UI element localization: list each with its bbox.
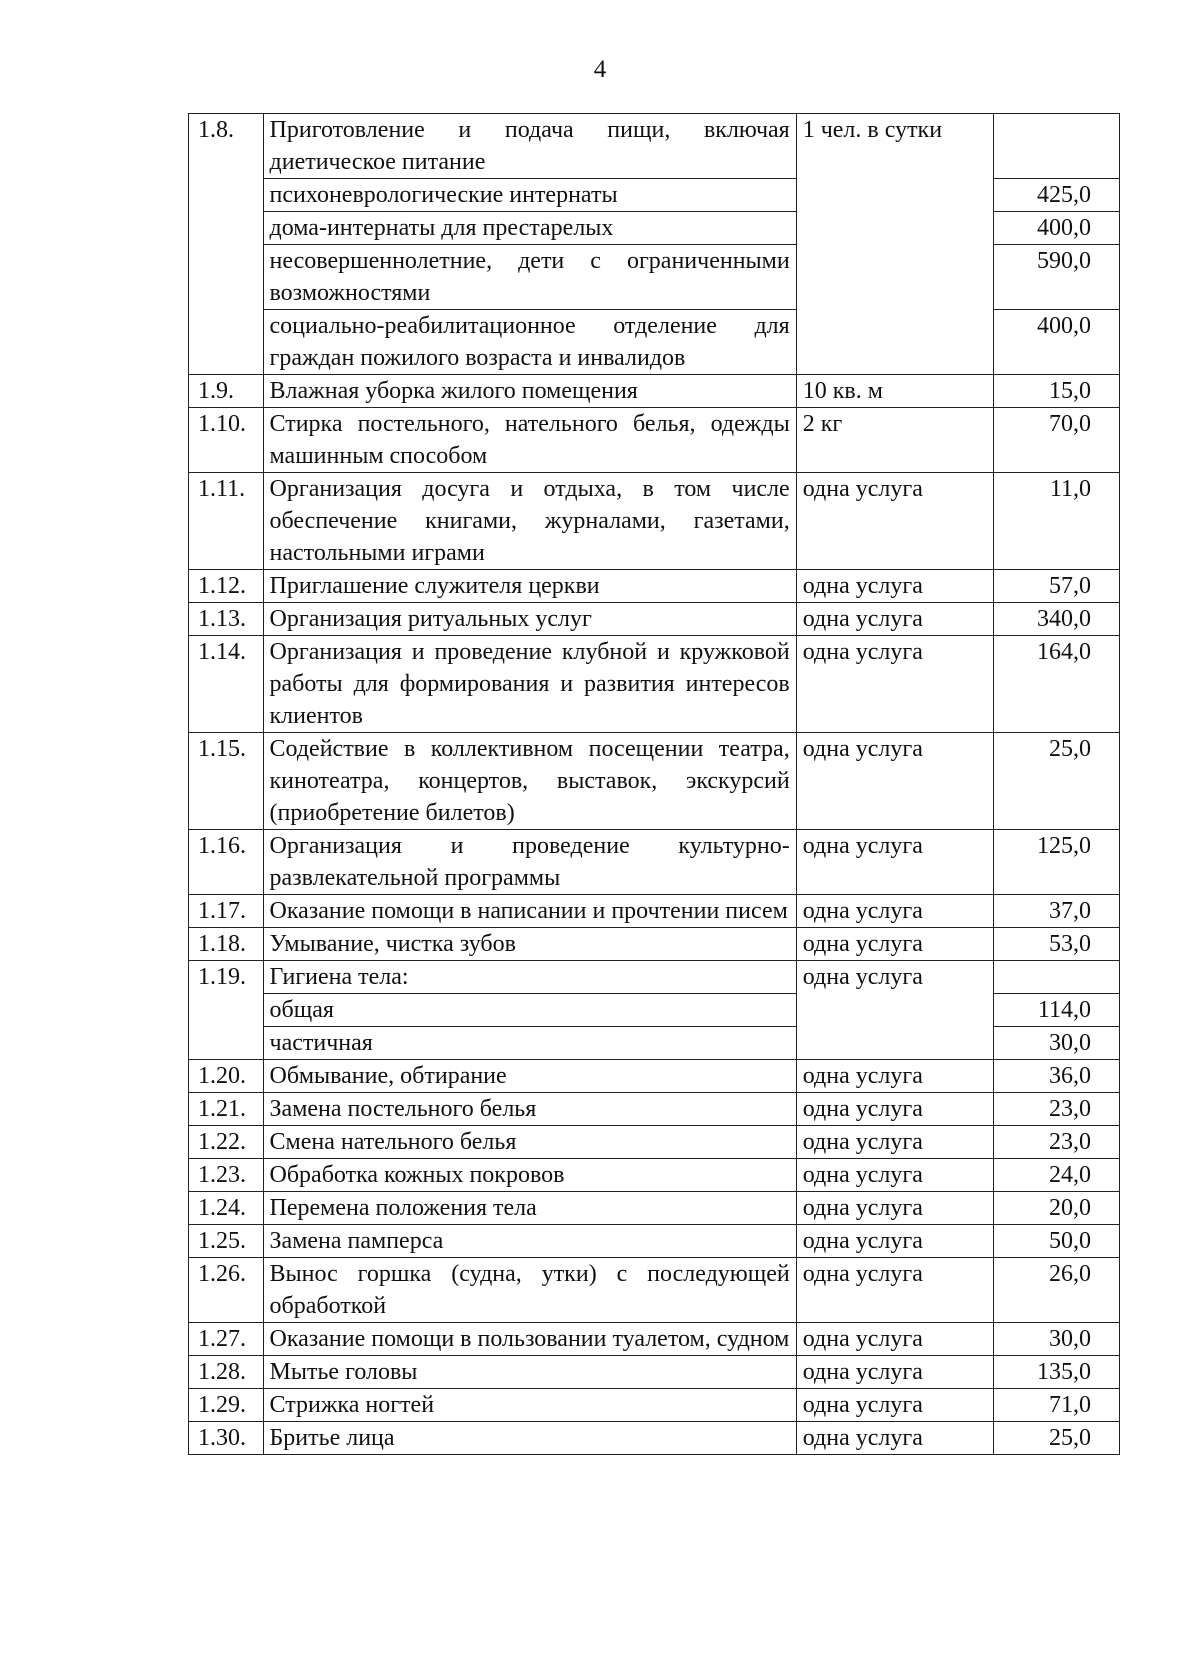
table-row [189,473,1120,570]
subrow-service-name: психоневрологические интернаты [263,179,796,212]
subrow-service-name: общая [263,994,796,1027]
row-price: 164,0 [994,636,1120,733]
row-price: 23,0 [994,1093,1120,1126]
row-service-name: Приглашение служителя церкви [263,570,796,603]
row-price: 23,0 [994,1126,1120,1159]
row-price: 135,0 [994,1356,1120,1389]
row-unit: одна услуга [796,1093,993,1126]
row-unit: 1 чел. в сутки [796,114,993,375]
row-unit: одна услуга [796,1422,993,1455]
table-row [189,408,1120,473]
row-price: 25,0 [994,1422,1120,1455]
row-unit: одна услуга [796,1389,993,1422]
row-price: 26,0 [994,1258,1120,1323]
row-unit: одна услуга [796,473,993,570]
row-number: 1.24. [189,1192,264,1225]
table-row [189,636,1120,733]
row-service-name: Смена нательного белья [263,1126,796,1159]
table-row [189,895,1120,928]
subrow-service-name: дома-интернаты для престарелых [263,212,796,245]
subrow-service-name: социально-реабилитационное отделение для граждан пожилого возраста и инвалидов [263,310,796,375]
row-price: 36,0 [994,1060,1120,1093]
row-number: 1.10. [189,408,264,473]
row-price: 15,0 [994,375,1120,408]
row-unit: одна услуга [796,570,993,603]
row-number: 1.27. [189,1323,264,1356]
row-price: 25,0 [994,733,1120,830]
row-number: 1.14. [189,636,264,733]
row-unit: одна услуга [796,1225,993,1258]
row-number: 1.29. [189,1389,264,1422]
row-price: 24,0 [994,1159,1120,1192]
row-price: 70,0 [994,408,1120,473]
table-row [189,1323,1120,1356]
subrow-price: 425,0 [994,179,1120,212]
row-service-name: Бритье лица [263,1422,796,1455]
row-price: 125,0 [994,830,1120,895]
row-service-name: Гигиена тела: [263,961,796,994]
table-row [189,1389,1120,1422]
row-service-name: Приготовление и подача пищи, включая диетическое питание [263,114,796,179]
row-price: 11,0 [994,473,1120,570]
row-service-name: Обработка кожных покровов [263,1159,796,1192]
row-unit: одна услуга [796,928,993,961]
row-service-name: Стрижка ногтей [263,1389,796,1422]
row-unit: одна услуга [796,603,993,636]
row-service-name: Перемена положения тела [263,1192,796,1225]
row-number: 1.11. [189,473,264,570]
row-unit: одна услуга [796,733,993,830]
row-price [994,961,1120,994]
row-price: 37,0 [994,895,1120,928]
row-unit: одна услуга [796,1060,993,1093]
row-number: 1.9. [189,375,264,408]
row-service-name: Замена постельного белья [263,1093,796,1126]
row-service-name: Влажная уборка жилого помещения [263,375,796,408]
row-service-name: Содействие в коллективном посещении театра, кинотеатра, концертов, выставок, экскурсий (приобретение билетов) [263,733,796,830]
table-row [189,375,1120,408]
row-service-name: Замена памперса [263,1225,796,1258]
table-row [189,1356,1120,1389]
row-price: 57,0 [994,570,1120,603]
table-row [189,1060,1120,1093]
page-number: 4 [593,56,607,83]
row-number: 1.19. [189,961,264,1060]
row-number: 1.21. [189,1093,264,1126]
row-number: 1.25. [189,1225,264,1258]
row-number: 1.23. [189,1159,264,1192]
table-row [189,114,1120,179]
row-number: 1.15. [189,733,264,830]
row-price: 53,0 [994,928,1120,961]
row-service-name: Умывание, чистка зубов [263,928,796,961]
subrow-price: 590,0 [994,245,1120,310]
row-price [994,114,1120,179]
row-price: 50,0 [994,1225,1120,1258]
row-service-name: Организация и проведение культурно-развлекательной программы [263,830,796,895]
row-unit: одна услуга [796,895,993,928]
row-number: 1.18. [189,928,264,961]
table-row [189,830,1120,895]
row-service-name: Оказание помощи в написании и прочтении писем [263,895,796,928]
row-service-name: Организация досуга и отдыха, в том числе обеспечение книгами, журналами, газетами, настольными играми [263,473,796,570]
row-service-name: Обмывание, обтирание [263,1060,796,1093]
row-unit: одна услуга [796,1159,993,1192]
table-row [189,1192,1120,1225]
row-price: 340,0 [994,603,1120,636]
row-unit: одна услуга [796,1323,993,1356]
table-row [189,1225,1120,1258]
row-unit: одна услуга [796,1356,993,1389]
row-number: 1.12. [189,570,264,603]
table-row [189,1258,1120,1323]
row-service-name: Организация ритуальных услуг [263,603,796,636]
row-price: 20,0 [994,1192,1120,1225]
table-row [189,1422,1120,1455]
subrow-price: 114,0 [994,994,1120,1027]
row-service-name: Организация и проведение клубной и кружковой работы для формирования и развития интересов клиентов [263,636,796,733]
subrow-service-name: несовершеннолетние, дети с ограниченными возможностями [263,245,796,310]
row-price: 30,0 [994,1323,1120,1356]
row-service-name: Оказание помощи в пользовании туалетом, судном [263,1323,796,1356]
row-number: 1.30. [189,1422,264,1455]
row-unit: одна услуга [796,1258,993,1323]
row-number: 1.16. [189,830,264,895]
row-unit: 10 кв. м [796,375,993,408]
row-number: 1.17. [189,895,264,928]
table-row [189,1159,1120,1192]
table-row [189,1126,1120,1159]
row-unit: 2 кг [796,408,993,473]
subrow-price: 30,0 [994,1027,1120,1060]
table-row [189,570,1120,603]
row-service-name: Мытье головы [263,1356,796,1389]
row-number: 1.8. [189,114,264,375]
row-service-name: Стирка постельного, нательного белья, одежды машинным способом [263,408,796,473]
subrow-price: 400,0 [994,310,1120,375]
row-unit: одна услуга [796,830,993,895]
row-number: 1.22. [189,1126,264,1159]
tariff-table [188,113,1120,1455]
row-service-name: Вынос горшка (судна, утки) с последующей обработкой [263,1258,796,1323]
table-row [189,733,1120,830]
subrow-price: 400,0 [994,212,1120,245]
subrow-service-name: частичная [263,1027,796,1060]
table-row [189,961,1120,994]
row-number: 1.13. [189,603,264,636]
row-unit: одна услуга [796,1126,993,1159]
row-number: 1.28. [189,1356,264,1389]
row-number: 1.20. [189,1060,264,1093]
row-unit: одна услуга [796,961,993,1060]
table-row [189,603,1120,636]
table-row [189,1093,1120,1126]
row-unit: одна услуга [796,1192,993,1225]
row-price: 71,0 [994,1389,1120,1422]
row-number: 1.26. [189,1258,264,1323]
row-unit: одна услуга [796,636,993,733]
table-row [189,928,1120,961]
